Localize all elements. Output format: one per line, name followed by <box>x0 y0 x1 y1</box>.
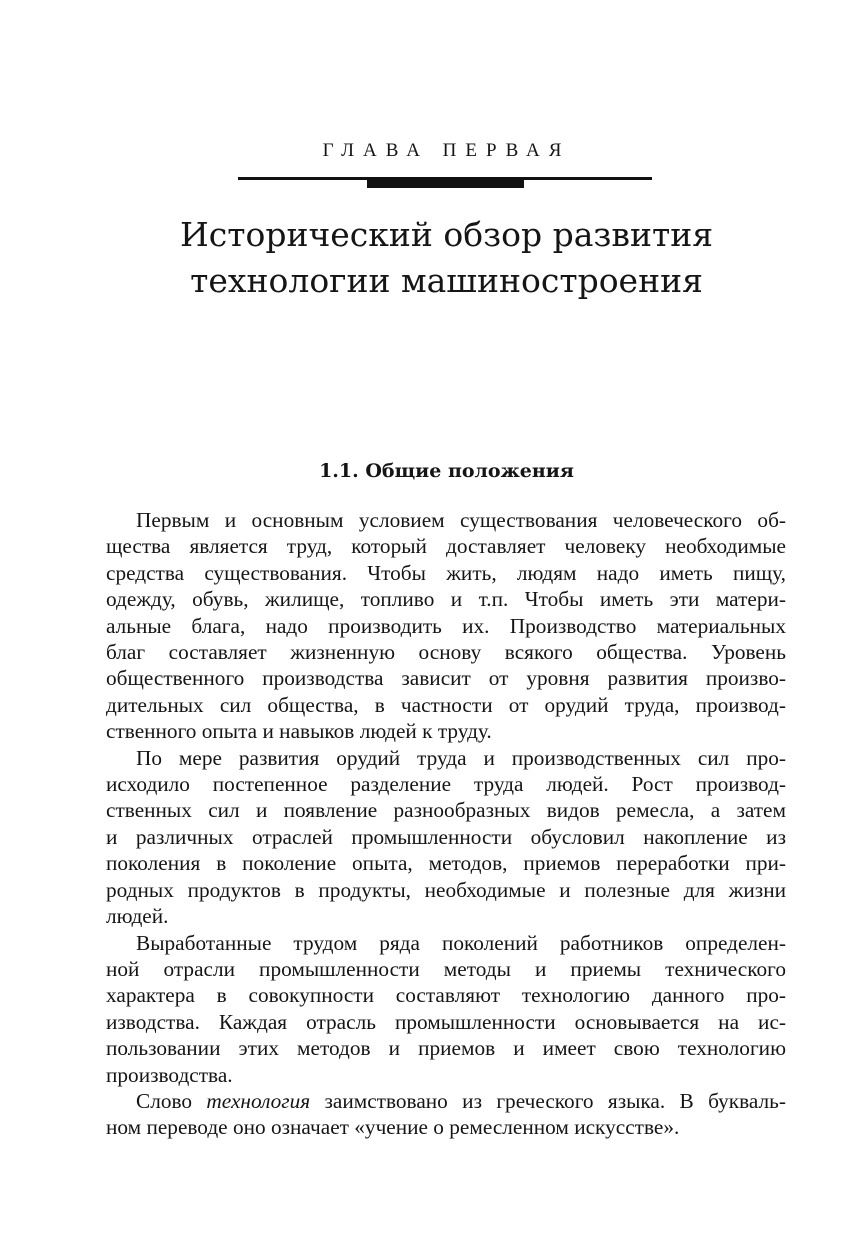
p3-line-6: производства. <box>106 1062 233 1087</box>
paragraph-2 <box>106 745 786 930</box>
chapter-title-line-1: Исторический обзор развития <box>179 215 714 254</box>
paragraph-3 <box>106 930 786 1088</box>
p2-line-7: людей. <box>106 904 169 929</box>
chapter-label: ГЛАВА ПЕРВАЯ <box>322 140 571 161</box>
p3-line-5: пользовании этих методов и приемов и имеет свою технологию <box>106 1036 786 1061</box>
p2-line-5: поколения в поколение опыта, методов, приемов переработки при- <box>106 851 786 876</box>
paragraph-4-term: технология <box>206 1088 311 1113</box>
p1-line-5: альные блага, надо производить их. Производство материальных <box>106 613 786 638</box>
paragraph-4-line-2: ном переводе оно означает «учение о ремесленном искусстве». <box>106 1115 680 1140</box>
paragraph-4-prefix: Слово <box>136 1088 207 1113</box>
p2-line-2: исходило постепенное разделение труда людей. Рост производ- <box>106 772 786 797</box>
paragraph-4-line-1 <box>106 1088 786 1114</box>
p3-line-1: Выработанные трудом ряда поколений работников определен- <box>136 930 786 955</box>
p1-line-1: Первым и основным условием существования человеческого об- <box>136 508 786 532</box>
p1-line-4: одежду, обувь, жилище, топливо и т.п. Чтобы иметь эти матери- <box>106 587 786 612</box>
paragraph-1 <box>106 507 786 745</box>
body-text <box>106 507 786 1141</box>
p1-line-7: общественного производства зависит от уровня развития произво- <box>106 666 786 691</box>
p3-line-4: изводства. Каждая отрасль промышленности основывается на ис- <box>106 1009 786 1034</box>
p3-line-2: ной отрасли промышленности методы и приемы технического <box>106 956 786 981</box>
p1-line-6: благ составляет жизненную основу всякого общества. Уровень <box>106 640 786 665</box>
paragraph-4-rest: заимствовано из греческого языка. В букваль- <box>310 1088 786 1113</box>
paragraph-4 <box>106 1088 786 1141</box>
p1-line-8: дительных сил общества, в частности от орудий труда, производ- <box>106 692 786 717</box>
p1-line-9: ственного опыта и навыков людей к труду. <box>106 719 492 744</box>
p1-line-2: щества является труд, который доставляет человеку необходимые <box>106 534 786 559</box>
p3-line-3: характера в совокупности составляют технологию данного про- <box>106 983 786 1008</box>
section-heading: 1.1. Общие положения <box>319 460 574 482</box>
p2-line-4: и различных отраслей промышленности обусловил накопление из <box>106 824 786 849</box>
p1-line-3: средства существования. Чтобы жить, людям надо иметь пищу, <box>106 560 786 585</box>
p2-line-3: ственных сил и появление разнообразных видов ремесла, а затем <box>106 798 786 823</box>
chapter-title-line-2: технологии машиностроения <box>190 261 703 300</box>
chapter-rule-thick <box>367 179 524 188</box>
chapter-title <box>0 212 857 304</box>
p2-line-1: По мере развития орудий труда и производственных сил про- <box>136 745 786 770</box>
p2-line-6: родных продуктов в продукты, необходимые и полезные для жизни <box>106 877 786 902</box>
